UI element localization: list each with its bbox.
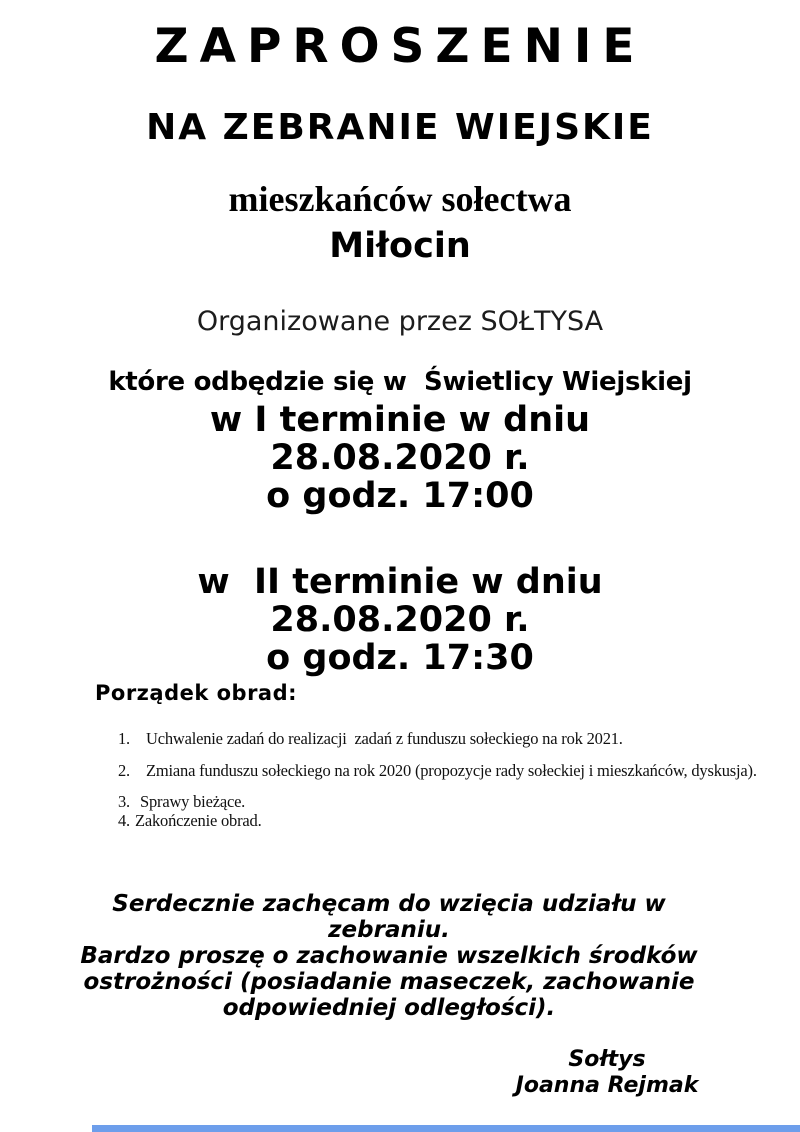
subtitle: NA ZEBRANIE WIEJSKIE bbox=[146, 107, 654, 149]
first-term-block bbox=[0, 401, 800, 515]
venue-line: które odbędzie się w Świetlicy Wiejskiej bbox=[108, 367, 692, 398]
bottom-accent-bar bbox=[92, 1125, 800, 1132]
second-term-time: o godz. 17:30 bbox=[266, 638, 534, 679]
agenda-item-text: Zmiana funduszu sołeckiego na rok 2020 (propozycje rady sołeckiej i mieszkańców, dyskusja). bbox=[146, 761, 757, 781]
agenda-item-number: 4. bbox=[118, 811, 130, 831]
first-term-date: 28.08.2020 r. bbox=[270, 438, 530, 479]
closing-note-line2: Bardzo proszę o zachowanie wszelkich środków ostrożności (posiadanie maseczek, zachowanie odpowiedniej odległości). bbox=[80, 943, 698, 1022]
closing-note-line1: Serdecznie zachęcam do wzięcia udziału w zebraniu. bbox=[112, 891, 666, 944]
agenda-item bbox=[118, 792, 800, 811]
agenda-list bbox=[0, 728, 800, 830]
residents-line: mieszkańców sołectwa bbox=[228, 179, 572, 220]
agenda-item bbox=[118, 811, 800, 830]
signature-block bbox=[457, 1047, 757, 1099]
closing-note bbox=[78, 891, 700, 1021]
second-term-date: 28.08.2020 r. bbox=[270, 600, 530, 641]
second-term-block bbox=[0, 563, 800, 677]
first-term-time: o godz. 17:00 bbox=[266, 476, 534, 517]
agenda-heading: Porządek obrad: bbox=[95, 681, 298, 706]
agenda-item-text: Uchwalenie zadań do realizacji zadań z funduszu sołeckiego na rok 2021. bbox=[146, 729, 623, 749]
organizer-line: Organizowane przez SOŁTYSA bbox=[196, 306, 604, 338]
agenda-item-number: 1. bbox=[118, 729, 130, 749]
agenda-item-text: Zakończenie obrad. bbox=[135, 811, 262, 831]
agenda-item-text: Sprawy bieżące. bbox=[140, 792, 246, 812]
agenda-item-number: 3. bbox=[118, 792, 130, 812]
signature-role: Sołtys bbox=[568, 1047, 646, 1073]
village-name: Miłocin bbox=[329, 226, 471, 267]
main-title: ZAPROSZENIE bbox=[154, 19, 646, 74]
first-term-heading: w I terminie w dniu bbox=[209, 400, 591, 441]
second-term-heading: w II terminie w dniu bbox=[197, 562, 603, 603]
signature-name: Joanna Rejmak bbox=[515, 1073, 699, 1099]
agenda-item bbox=[118, 728, 800, 749]
agenda-item-number: 2. bbox=[118, 761, 130, 781]
agenda-item bbox=[118, 760, 800, 781]
